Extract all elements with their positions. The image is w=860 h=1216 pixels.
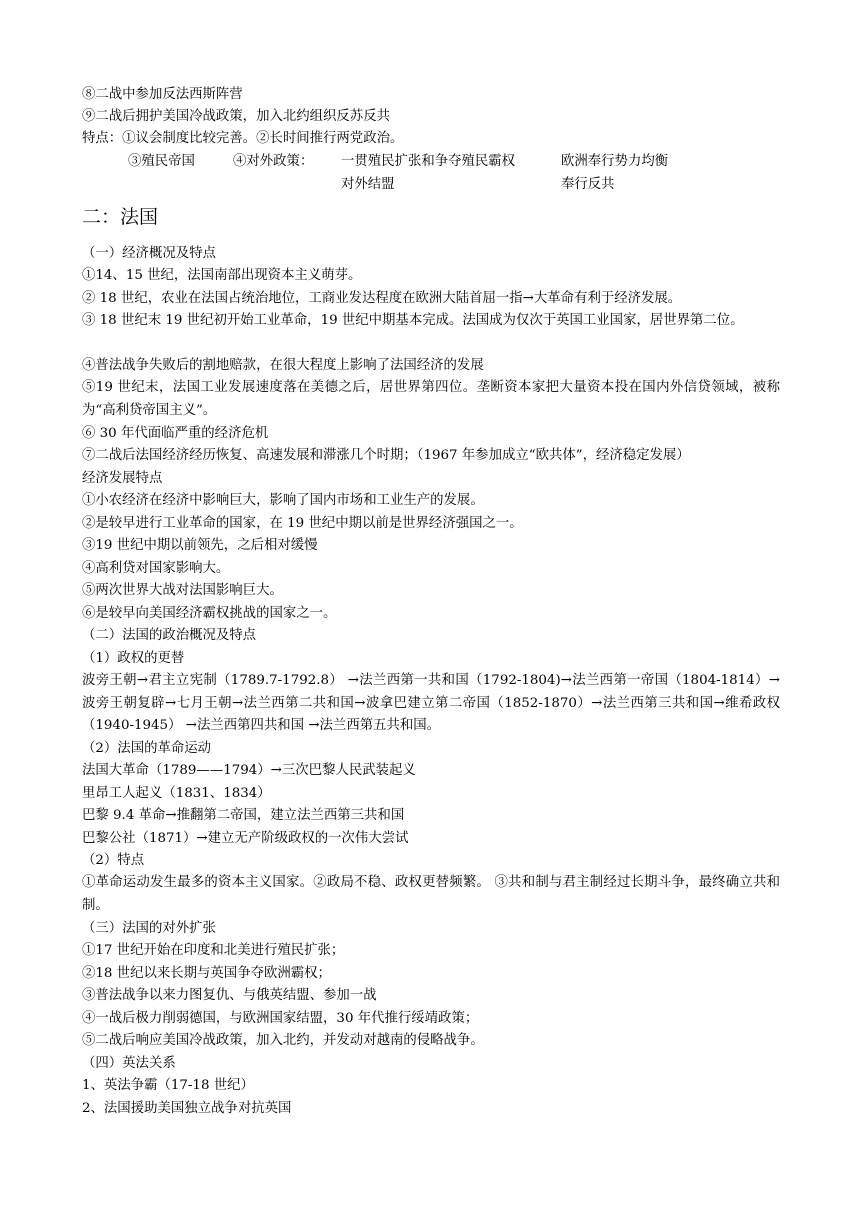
foreign-policy-item: 欧洲奉行势力均衡 bbox=[561, 154, 669, 169]
regime-changes-paragraph: 波旁王朝→君主立宪制（1789.7-1792.8） →法兰西第一共和国（1792-1804)→法兰西第一帝国（1804-1814）→波旁王朝复辟→七月王朝→法兰西第二共和国→波拿巴建立第二帝国（1852-1870）→法兰西第三共和国→维希政权（1940-1945） →法兰西第四共和国 →法兰西第五共和国。 bbox=[82, 673, 780, 733]
list-item: ② 18 世纪，农业在法国占统治地位，工商业发达程度在欧洲大陆首屈一指→大革命有利于经济发展。 bbox=[82, 291, 682, 306]
list-item: ⑤二战后响应美国冷战政策，加入北约，并发动对越南的侵略战争。 bbox=[82, 1033, 484, 1048]
list-item: ④普法战争失败后的割地赔款，在很大程度上影响了法国经济的发展 bbox=[82, 358, 484, 373]
foreign-policy-item: 一贯殖民扩张和争夺殖民霸权 bbox=[341, 154, 516, 169]
subsection-heading: （2）法国的革命运动 bbox=[82, 741, 212, 756]
list-item: ③普法战争以来力图复仇、与俄英结盟、参加一战 bbox=[82, 988, 377, 1003]
list-item: ⑥是较早向美国经济霸权挑战的国家之一。 bbox=[82, 606, 337, 621]
foreign-policy-item: 奉行反共 bbox=[561, 177, 615, 192]
list-item: 里昂工人起义（1831、1834） bbox=[82, 786, 271, 801]
list-item: ⑧二战中参加反法西斯阵营 bbox=[82, 87, 243, 102]
subsection-heading: （三）法国的对外扩张 bbox=[82, 921, 216, 936]
list-item: ①17 世纪开始在印度和北美进行殖民扩张； bbox=[82, 943, 345, 958]
list-item: ⑤两次世界大战对法国影响巨大。 bbox=[82, 583, 283, 598]
list-item: ④高利贷对国家影响大。 bbox=[82, 561, 230, 576]
list-item: ③ 18 世纪末 19 世纪初开始工业革命，19 世纪中期基本完成。法国成为仅次于英国工业国家，居世界第二位。 bbox=[82, 313, 744, 328]
list-item: ⑤19 世纪末，法国工业发展速度落在美德之后，居世界第四位。垄断资本家把大量资本投在国内外信贷领域，被称为“高利贷帝国主义”。 bbox=[82, 380, 780, 418]
section-heading-france: 二：法国 bbox=[82, 206, 159, 228]
list-item: 1、英法争霸（17-18 世纪） bbox=[82, 1078, 254, 1093]
subsection-heading: 经济发展特点 bbox=[82, 471, 163, 486]
list-item: ⑦二战后法国经济经历恢复、高速发展和滞涨几个时期；（1967 年参加成立“欧共体”，经济稳定发展） bbox=[82, 448, 690, 463]
list-item: 巴黎 9.4 革命→推翻第二帝国，建立法兰西第三共和国 bbox=[82, 808, 405, 823]
subsection-heading: （一）经济概况及特点 bbox=[82, 246, 216, 261]
list-item: ⑥ 30 年代面临严重的经济危机 bbox=[82, 426, 269, 441]
subsection-heading: （四）英法关系 bbox=[82, 1056, 176, 1071]
list-item: ②18 世纪以来长期与英国争夺欧洲霸权； bbox=[82, 966, 331, 981]
feature-foreign-policy-label: ④对外政策： bbox=[233, 154, 314, 169]
subsection-heading: （二）法国的政治概况及特点 bbox=[82, 628, 257, 643]
list-item: ③19 世纪中期以前领先，之后相对缓慢 bbox=[82, 538, 318, 553]
subsection-heading: （2）特点 bbox=[82, 853, 145, 868]
list-item: ②是较早进行工业革命的国家，在 19 世纪中期以前是世界经济强国之一。 bbox=[82, 516, 523, 531]
features-line: 特点：①议会制度比较完善。②长时间推行两党政治。 bbox=[82, 131, 404, 146]
list-item: ⑨二战后拥护美国冷战政策，加入北约组织反苏反共 bbox=[82, 109, 390, 124]
foreign-policy-item: 对外结盟 bbox=[341, 177, 395, 192]
features-paragraph: ①革命运动发生最多的资本主义国家。②政局不稳、政权更替频繁。 ③共和制与君主制经过长期斗争，最终确立共和制。 bbox=[82, 875, 780, 913]
list-item: ①14、15 世纪，法国南部出现资本主义萌芽。 bbox=[82, 268, 362, 283]
feature-colonial-empire: ③殖民帝国 bbox=[128, 154, 195, 169]
list-item: 巴黎公社（1871）→建立无产阶级政权的一次伟大尝试 bbox=[82, 831, 409, 846]
list-item: 法国大革命（1789——1794）→三次巴黎人民武装起义 bbox=[82, 763, 416, 778]
list-item: ④一战后极力削弱德国，与欧洲国家结盟，30 年代推行绥靖政策； bbox=[82, 1011, 479, 1026]
list-item: ①小农经济在经济中影响巨大，影响了国内市场和工业生产的发展。 bbox=[82, 493, 484, 508]
subsection-heading: （1）政权的更替 bbox=[82, 651, 185, 666]
list-item: 2、法国援助美国独立战争对抗英国 bbox=[82, 1101, 292, 1116]
